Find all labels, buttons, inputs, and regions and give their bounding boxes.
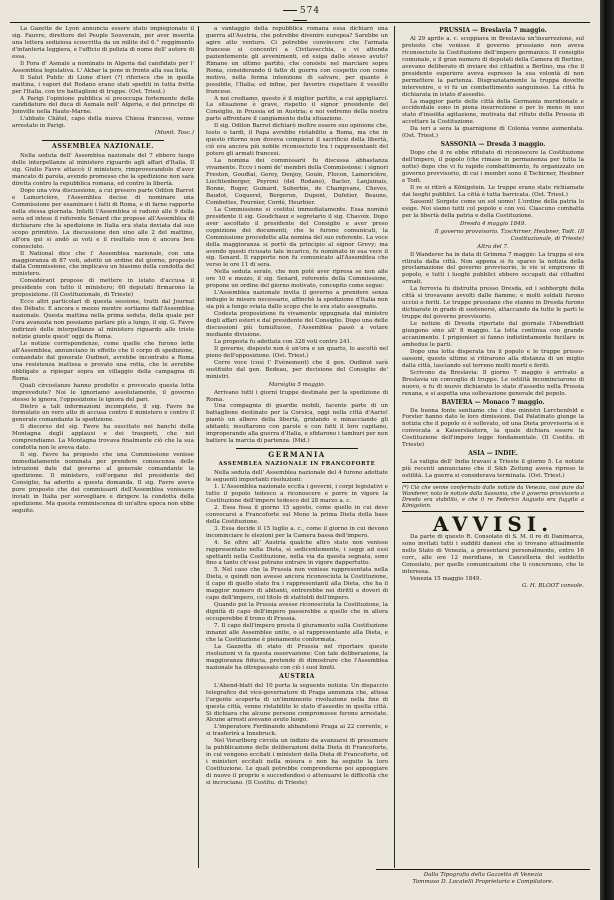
column-divider-1 xyxy=(198,26,199,868)
paragraph: Dopo una lotta disperata tra il popolo e le truppe prusso-sassoni, queste ultime si ritirarono alla distanza di un miglio dalla città, lasciando sul terreno molti morti e feriti. xyxy=(402,348,584,369)
paragraph: L'abbate Châtel, capo della nuova Chiesa francese, venne arrestato in Parigi. xyxy=(12,116,194,130)
page-header xyxy=(0,0,600,24)
paragraph: La Gazzetta di stato di Prussia nel riportare queste risoluzioni vi fa questa osservazione: Con tale deliberazione, la maggioranza fiducia, pretende di dimostrare che l'Assemblea nazionale ha oltrepassato con ciò i suoi limiti. xyxy=(206,643,388,671)
paragraph: Ecco altri particolari di questa sessione, tratti dal Journal des Débats: E ancora e mezzo mentre sortiamo dall'Assemblea nazionale. Questa mattina nella prima seduta, della quale per l'ora avanzata non possiamo parlare più a lungo, il sig. G. Favre indirizzò delle interpellanze al ministero riguardo alle triste notizie giunte quest' oggi da Roma. xyxy=(12,299,194,340)
paragraph: La proposta fu adottata con 328 voti contro 241. xyxy=(214,338,352,345)
paragraph: Scrivono da Breslavia: Il giorno 7 maggio è arrivato a Breslavia un convoglio di truppe. Le ostilità incominciarono di nuovo, e fu di nuovo dichiarato lo stato d'assedio nella Prussia renana, e si aspetta una sollevazione generale del popolo. xyxy=(402,369,584,397)
signature: Il governo provvisorio. Tzschirner, Heubner, Todt. (Il Costituzionale, di Trieste) xyxy=(434,228,584,242)
section-heading: ASSEMBLEA NAZIONALE. xyxy=(52,143,154,151)
footer-rule xyxy=(376,869,590,870)
paragraph: La nomina dei commissarii fu discussa abbastanza vivamente. Ecco i nomi de' membri della Commissione: i signori Freston, Goudtai, Gerey, Denjoy, Gouin, Flocon, Lamoricière, Liechtenberger, Peyroni (del Rodano), Bacler, Lanjuinais, Bonne, Roger, Guinard, Suberbie, de Champvans, Cheves, Baudot, Coquerel, Bergeron, Dupont, Dufetier, Beaune, Combettes, Fournier, Cordé, Heurbier. xyxy=(206,158,388,206)
paragraph: La valigia dell' India travasi a Trieste il giorno 5. Le notizie più recenti annunciano che il Sikh Zeitung aveva ripreso le ostilità. La guerra si considerava terminata. (Ost. Triest.) xyxy=(402,459,584,480)
paragraph: Da ieri a sera la guarnigione di Colonia venne aumentata. (Ost. Triest.) xyxy=(402,126,584,140)
avvisi-body: Da parte di questo R. Consolato di S. M. il re di Danimarca, sono invitati tutti i sudditi danesi che si trovano attualmente nello Stato di Venezia, a presentarsi personalmente, entro 16 corr., alle ore 12 meridiane, in Cancelleria del suddetto Consolato, per quelle comunicazioni che li concernono, che le interessa. xyxy=(402,534,584,576)
paragraph: a vantaggio della repubblica romana essa dichiarò una guerra all'Austria, che potrebbe divenire europea? Sarebbe un agire atto venturo. Ci potrebbe convincere che l'armata francese si concentri a Civitavecchia, e vi attenda pazientemente gli avvenimenti, ed esiga dallo stesso avuto? Rimane un ultimo partito, che consiste nel marciare sopra Roma, considerando il fatto di guerra con cospetto con come motivo, nella ferma intenzione di salvare, per quanto è possibile, l'Italia; ed infine, per favorire rispettare il vessillo francese. xyxy=(206,26,388,95)
paragraph: A Parigi l'opinione pubblica si preoccupa fortemente delle candidature del duca di Aumale nell' Algeria, e del principe di Joinville nella Haute-Marne. xyxy=(12,95,194,116)
paragraph: Il governo, disposto non è un'ora e un quarto, lo ascoltò nel pieno dell'opposizione. (Ost. Triest.) xyxy=(206,345,388,359)
notice-rule xyxy=(402,482,584,483)
paragraph: L'Abend-blatt del 10 porta la seguente notizia: Un dispaccio telegrafico del vice-governatore di Praga annunzia che, attesa l'urgente scoperta di un'imminente rivoluzione nella fine di questa città, venne ristabilito lo stato d'assedio in quella città. Si dichiara che alcune persone compromesse furono arrestate. Alcune arresti avevano avuto luogo. xyxy=(206,682,388,724)
section-heading: BAVIERA — Monaco 7 maggio. xyxy=(441,398,545,406)
paragraph: Il sig. Favre ha proposto che una Commissione venisse immediatamente nominata per prendere conoscenza delle istruzioni date dal governo al generale comandante la spedizione. Il ministero, coll'organo del presidente del Consiglio, ha aderito a questa domanda. Il sig. Favre aveva pure proposto che dei commissarii dell'Assemblea venissero inviati in Italia per sorvegliare e dirigere la condotta della spedizione. Ma questa reminiscenza di un'altra epoca non ebbe seguito. xyxy=(12,452,194,514)
paragraph: Considérant propose di mettere in istato d'accusa il presidente con tutto il ministero; 60 deputati firmarono la proposizione. (Il Costituzionale, di Trieste) xyxy=(12,278,194,299)
article-intro: La Gazette de Lyon annuncia essere stato impiegionato il sig. Fauvre, direttore del Peuple Souverain, per aver inserita una lettera sediziosa scoscritta da un milite del 6.° reggimento d'infanteria leggiera, e l'ufficio di polizia di nome dell' autore di essa. xyxy=(12,26,194,60)
paragraph: Il re si ritirò a Königstein. Le truppe erano state richiamate dai luoghi pubblici. La città è tutta barricata. (Ost. Triest.) xyxy=(402,184,584,198)
paragraph: 1. L'Assemblea nazionale eccita i governi, i corpi legislativi e tutto il popolo tedesco a riconoscere e porre in vigore la Costituzione dell'impero tedesco del 28 marzo a. c. xyxy=(206,484,388,504)
footnote: (*) Ciò che venne confermato dalle notizie da Venezia, così pure dal Wanderer, nota le notizie dalla Sassonia, che il governo provvisorio a Dresda era stabilito, e che il re Federico Augusto era fuggito a Königstein. xyxy=(402,485,584,510)
paragraph: Le notizie corrispondenze, come quelle che furono lette all'Assemblea, annunciano in effetto che il corpo di spedizione, comandato dal generale Oudinot, avrebbe incontrato a Roma una resistenza inattesa e provato una rotta, che le avrebbe obbligato a ripiegar sopra un villaggio della campagna di Roma. xyxy=(12,340,194,382)
paragraph: Dopo che il re ebbe rifiutato di riconoscere la Costituzione dell'impero, il popolo (che rimase in permanenza per tutta la notte) dopo che vi fu rapido combattimento, fu organizzato un governo provvisorio, di cui i membri sono il Tschirner, Heubner e Todt. xyxy=(402,150,584,185)
column-divider-2 xyxy=(394,26,395,868)
publisher-footer xyxy=(376,872,590,886)
paragraph: Sassoni! Sorgete come un sol uomo! L'ordine della patria lo esige. Noi siamo tutti col popolo e con voi. Ciascuno combatta per la libertà della patria e della Costituzione. xyxy=(402,198,584,219)
paragraph: Una compagnia di guardie mobili, facente parte di un battaglione destinato per la Corsica, oggi nella città d'Aurio! piantò un albero della libertà, gridando e minacciando gli abitanti; insultarono con parole e con fatti il loro capitano, improperando alla guerra d'Italia, e sfidarono i tamburi per non battere la marcia di partenza. (Mid.) xyxy=(206,403,388,445)
paragraph: 2. Essa fissa il giorno 15 agosto, come quello in cui deve convocarsi a Francoforte sul Meno la prima Dieta della base della Costituzione. xyxy=(206,504,388,525)
section-heading: ASIA — INDIE. xyxy=(468,450,518,458)
subsection-heading: ASSEMBLEA NAZIONALE IN FRANCOFORTE xyxy=(218,461,376,468)
paragraph: Il Fora d' Asmale a nominato in Algeria dal candidato per l' Assemblea legislativa. L' Akbar la pone in fronte alla sua lista. xyxy=(12,60,194,74)
paragraph: Nella seduta dell' Assemblea nazionale del 4 furono adottate le seguenti importanti risoluzioni: xyxy=(206,470,388,484)
paragraph: Le notizie di Dresda riportate dal giornale l'Abendblatt giungono sino all' 8 maggio. La lotta continua con grande accanimento. I prigionieri si fanno indistintamente fucilare in ambedue le parti. xyxy=(402,321,584,348)
paragraph: Nella seduta serale, che non potè aver ripresa se non alle ore 10 e mezzo, il sig. Senard, referente della Commissione, propone un ordine del giorno motivato, concepito come segue: xyxy=(206,269,388,290)
paragraph: Il Salut Public di Lione d'ieri (?) riferisce che in quella mattina, i vapori del Rodano erano stati spediti in tutta fretta per l'Italia, con tre battaglioni di truppe. (Ost. Triest.) xyxy=(12,74,194,95)
column-2 xyxy=(206,26,388,868)
paragraph: Dietro a tali informazioni incomplete, il sig. Favre ha formulato un vero atto di accusa contro il ministero e contro il generale comandante la spedizione. xyxy=(12,403,194,424)
book-binding-edge xyxy=(600,0,614,900)
paragraph: La Commissione si costituì immediatamente. Essa nominò presidente il sig. Goudchaux e segretario il sig. Chavoix. Dopo aver ascoltato il presidente del Consiglio e aver preso cognizione dei documenti, che le furono comunicati, la Commissione procedette alla nomina del suo referente. La voce della maggioranza si portò da principio al signor Grevy; ma avendo questi ricusato tale incarico, fu nominato in sua vece il sig. Senard. Il rapporto non fu comunicato all'Assemblea che verso le ore 11 di sera. xyxy=(206,206,388,269)
paragraph: 3. Essa decide il 15 luglio a. c., come il giorno in cui devono incominciare le elezioni per la Camera bassa dell'impero. xyxy=(206,525,388,539)
paragraph: A noi crediamo, questo è il miglior partito, a cui appigliarci. La situazione è grave, rispetto il signor presidente del Consiglio, in Prussia ed in Austria; e noi vedremo della nostra parte affrontare il cangiamento della situazione. xyxy=(206,95,388,123)
avvisi-date: Venezia 15 maggio 1849. xyxy=(410,576,482,583)
column-3 xyxy=(402,26,584,868)
section-separator xyxy=(42,140,164,141)
paragraph: Nel Vorarlberg circola un indizio da avanzarsi di presumere la pubblicazione delle deliberazioni della Dieta di Francoforte, in cui vengono eccitati i ministeri della Dieta di Francoforte, ed i ministeri eccitati nella misura e non ha seguito la loro Costituzione. Le quali potrebbe comprenderne poi appoggiare di nuovo il proprio e succedendosi o attenuarsi le difficoltà che si incrociano. (Il Costitu. di Trieste) xyxy=(206,738,388,787)
dateline: Altra del 7. xyxy=(477,243,509,250)
header-rule xyxy=(10,22,590,23)
section-heading: PRUSSIA — Breslavia 7 maggio. xyxy=(439,27,547,34)
paragraph: Da buona fonte sentiamo che i due ministri Lerchenfeld e Forster hanno dato le loro dimissioni. Dal Palatinato giunge la notizia che il popolo si è sollevato, ed una Dieta provvisoria si è convocata a Kaiserslautern, la quale dichiara essere la Costituzione dell'impero legge fondamentale. (Il Costitu. di Trieste) xyxy=(402,407,584,449)
paragraph: La ferrovia fu distrutta presso Dresda, ed i sobborghi della città si trovavano avvolti dalle fiamme; e molti soldati furono uccisi e feriti. Le truppe prussiane che stanno in Dresda furono dichiarate in grado di sostenersi, attaccando da tutte le parti le truppe del governo provvisorio. xyxy=(402,286,584,321)
paragraph: 4. Se oltre all' Austria qualche altro stato non venisse rappresentato nella Dieta, sì sedicentemente, i seggi ad essi spettanti nella Costituzione, nella via da questa segnata, sono fino a tanto ch'essi potrano entrare in vigore dappertutto. xyxy=(206,539,388,567)
paragraph: Quali circostanze hanno prodotto e provocato questa lotta imprevedute? Noi le ignoriamo assolutamente, il governo stesso le ignora, l'opposizione le ignora del pari. xyxy=(12,382,194,403)
footer-line: Dalla Tipografia della Gazzetta di Venezia xyxy=(423,872,543,878)
column-1 xyxy=(12,26,194,868)
paragraph: La maggior parte delle città della Germania meridionale e occidentale sono in piena insurrezione o per lo meno in uno stato d'insolita agitazione, motivata dal rifiuto della Prussia di accettare la Costituzione. xyxy=(402,98,584,126)
section-separator xyxy=(236,448,358,449)
paragraph: 7. Il capo dell'impero presta il giuramento sulla Costituzione innanzi alle Assemblee unite, o al rappresentante alla Dieta, e che la Costituzione è pienamente conformata. xyxy=(206,623,388,643)
section-heading: SASSONIA — Dresda 3 maggio. xyxy=(440,141,546,149)
paragraph: Arrivano tutti i giorni truppe destinate per la spedizione di Roma. xyxy=(206,389,388,403)
paragraph: Il National dice che l' Assemblea nazionale, con una maggioranza di 87 voti, adottò un ordine del giorno, proposto dalla Commissione, che implicava un biasimo della condotta del ministero. xyxy=(12,250,194,278)
paragraph: Il Wanderer ha in data di Grimma 7 maggio: La truppa si era ritirata dalla città. Non appena si fu sparso la notizia della proclamazione del governo provvisorio, le vie si empirono di popolo, e tutti i luoghi pubblici ebbero occupati dai cittadini armati. xyxy=(402,251,584,286)
paragraph: L'imperatore Ferdinando abbandonò Praga ai 22 corrente, e si trasferirà a Innsbruck. xyxy=(206,724,388,738)
paragraph: Codesta proposizione fu vivamente oppugnata dal ministro degli affari esteri e dal presidente del Consiglio. Dopo una delle discussioni più tumultuose, l'Assemblea passò a votare mediante divisione. xyxy=(206,311,388,338)
footer-line: Tommaso D. Locatelli Proprietario e Compilatore. xyxy=(412,879,554,885)
dateline: Marsiglia 5 maggio. xyxy=(268,381,326,388)
section-heading: GERMANIA xyxy=(268,450,326,460)
paragraph: L'Assemblea nazionale invita il governo a prendere senza indugio le misure necessarie, affinchè la spedizione d'Italia non sia più a lungo sviata dallo scopo che le era stato assegnato. xyxy=(206,290,388,311)
paragraph: 5. Nel caso che la Prussia non venisse rappresentata nella Dieta, e quindi non avesse ancora riconosciuta la Costituzione, il capo di quello stato fra i rappresentanti alla Dieta, che ha il maggior numero di abitanti, entrerebbe nei diritti e doveri di capo dell'impero, col titolo di stattoldi dell'impero. xyxy=(206,567,388,602)
page-number: 574 xyxy=(270,6,330,26)
paragraph: Quando poi la Prussia avesse riconosciuta la Costituzione, la dignità di capo dell'impero passerebbe a quello che in allora occuperebbe il trono di Prussia. xyxy=(206,602,388,623)
dateline: Dresda 4 maggio 1849. xyxy=(459,220,527,227)
section-heading: AUSTRIA xyxy=(279,672,315,680)
paragraph: Il sig. Odilon Barrot dichiarò inoltre essere suo opinione che, tosto o tardi, il Papa avrebbe ristabilito a Roma, ma che in questo ritorno non doveva compiersi il sacrificio della libertà, ciò era ancora più nobile riconosciuto tra i rappresentanti del potere gli armati francesi. xyxy=(206,123,388,158)
paragraph: Corre voce (così l' Evènement) che il gen. Oudinot sarà sostituito dal gen. Bedeau, per decisione del Consiglio de' ministri. xyxy=(206,359,388,380)
source-citation: (Monit. Tosc.) xyxy=(154,130,194,137)
paragraph: Il discorso del sig. Favre ha suscitato nei banchi della Montagna degli applausi e dei trasporti, che noi comprendiamo. La Montagna trovava finalmente ciò che la sua condotta non le aveva dato. xyxy=(12,424,194,452)
paragraph: Nella seduta dell' Assemblea nazionale del 7 ebbero luogo delle interpellanze al ministero riguardo agli affari d'Italia. Il sig. Giulio Favre attaccò il ministero, rimproverandolo d'aver mancato di parola, avendo promesso che la spedizione non sarà diretta contro la repubblica romana, ed contro la libertà. xyxy=(12,153,194,188)
avvisi-signature: G. H. BLOOT console. xyxy=(522,583,584,590)
paragraph: Dopo una viva discussione, a cui presero parte Odilon Barrot e Lamoricière, l'Assemblea decise di nominare una Commissione per esaminare i fatti di Roma, e di farne rapporto nella stessa giornata. Infatti l'Assemblea si radunò alle 9 della sera ed intese il referente Senard che propose all'Assemblea di dichiarare che la spedizione in Italia era stata deviata dal suo scopo primitivo. La discussione den sino alle 2 del mattino, all'ora qui si andò ai voti e il risultato non è ancora ben conosciuto. xyxy=(12,187,194,250)
avvisi-title: AVVISI. xyxy=(432,512,554,537)
paragraph: Al 29 aprile a. c. scoppiava in Breslavia un'insurrezione, sul pretesto che venisse il governo prussiano non aveva riconosciuto la Costituzione dell'impero germanico. Il consiglio comunale, e il gran numero di deputati della Camera di Berlino, avevano deliberato di inviare dei cittadini a Berlino, ma che il presidente superiore aveva espresso la sua volontà di non permettere la partenza. Disgraziatamente la truppa dovette intervenire, e vi fu un combattimento sanguinoso. La città fu dichiarata in istato d'assedio. xyxy=(402,35,584,98)
